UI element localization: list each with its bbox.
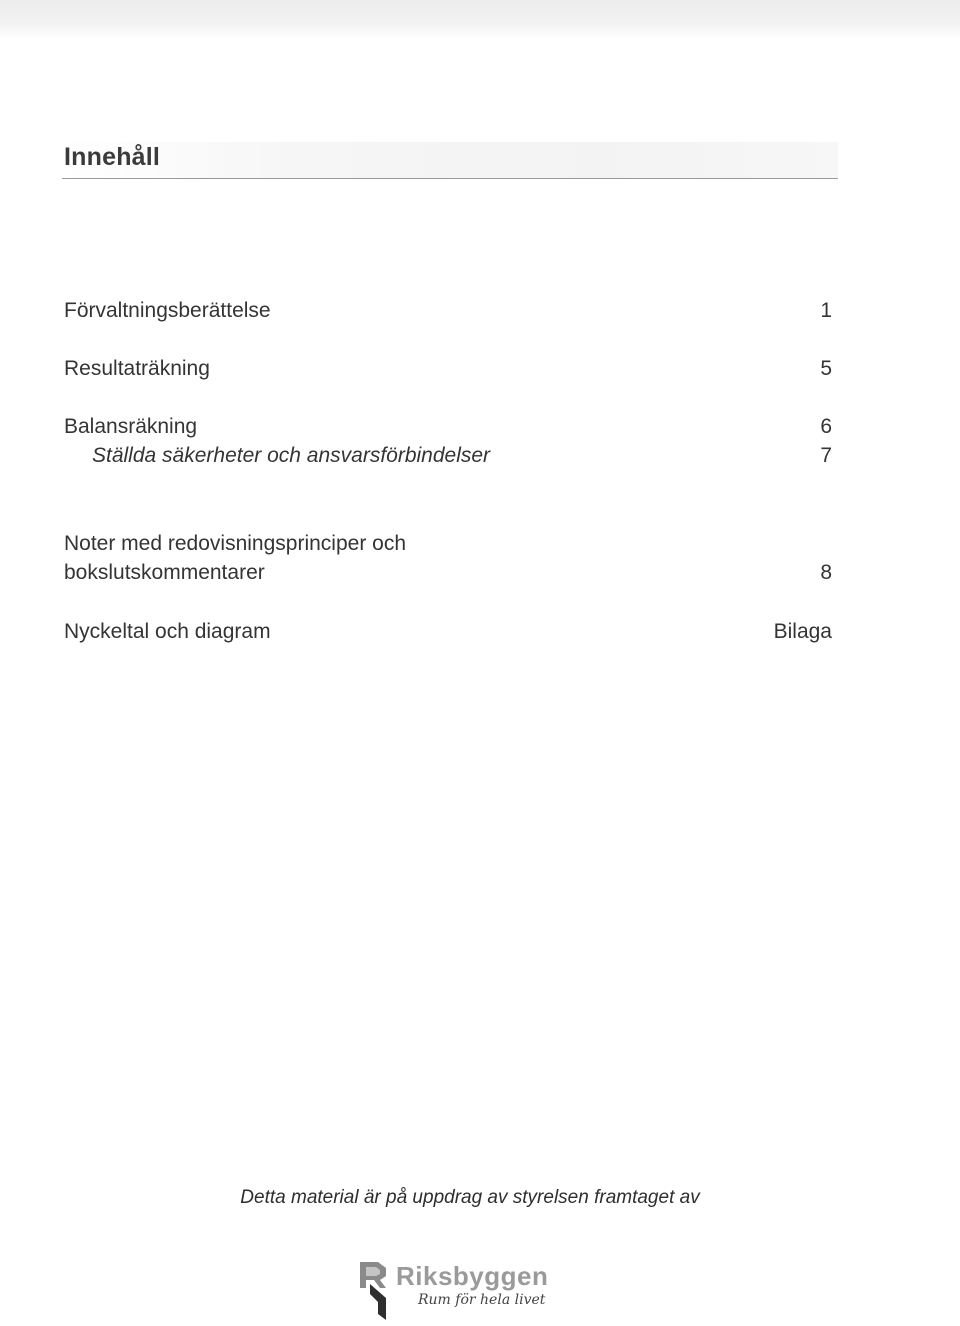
toc-entry-label: Noter med redovisningsprinciper och xyxy=(64,532,406,555)
toc-entry-page: 1 xyxy=(820,299,832,322)
toc-entry-label: Förvaltningsberättelse xyxy=(64,299,271,322)
logo-slogan: Rum för hela livet xyxy=(418,1292,546,1308)
toc-entry-page: 8 xyxy=(820,561,832,584)
toc-entry-label: bokslutskommentarer xyxy=(64,561,265,584)
toc-entry-page: 7 xyxy=(820,444,832,467)
page-title: Innehåll xyxy=(64,143,161,171)
logo-wordmark: Riksbyggen xyxy=(396,1261,549,1291)
toc-entry-label: Ställda säkerheter och ansvarsförbindelser xyxy=(92,444,491,467)
scan-edge-shading xyxy=(0,0,960,40)
toc-entry-label: Balansräkning xyxy=(64,415,198,438)
title-band xyxy=(62,142,838,179)
toc-entry-page: 6 xyxy=(820,415,832,438)
riksbyggen-logo xyxy=(356,1258,556,1322)
toc-entry-label: Resultaträkning xyxy=(64,357,210,380)
toc-entry-page: 5 xyxy=(820,357,832,380)
footer-note: Detta material är på uppdrag av styrelsen framtaget av xyxy=(240,1187,700,1208)
toc-entry-label: Nyckeltal och diagram xyxy=(64,620,271,643)
toc-entry-page: Bilaga xyxy=(773,620,832,643)
riksbyggen-emblem-icon xyxy=(356,1258,392,1322)
